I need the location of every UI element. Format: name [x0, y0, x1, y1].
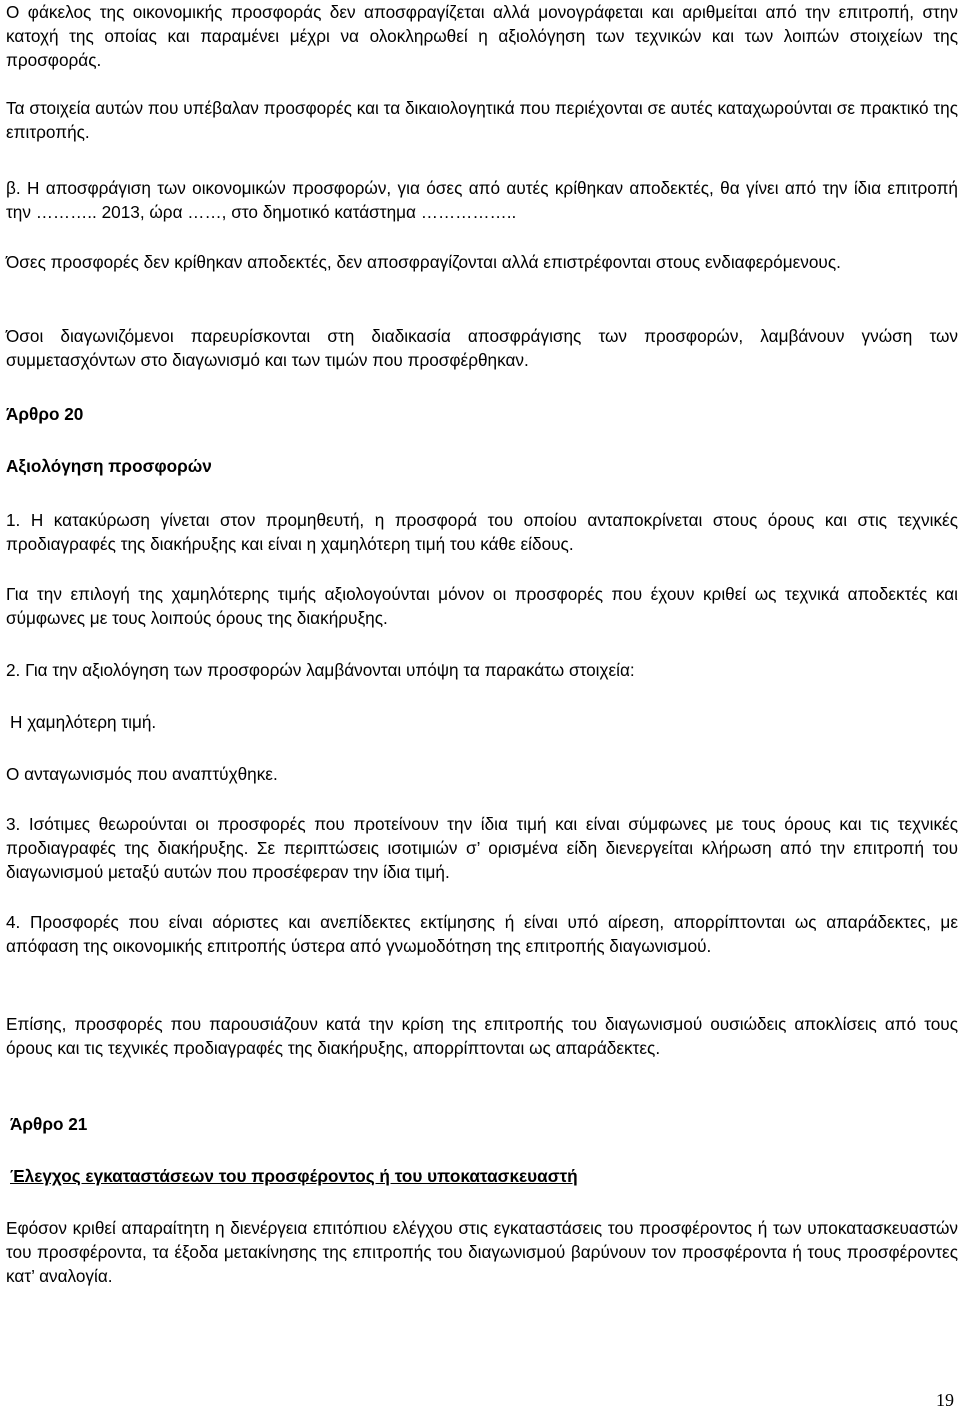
- list-item-competition: Ο ανταγωνισμός που αναπτύχθηκε.: [6, 764, 278, 784]
- paragraph-unsealing-financial-offers: β. Η αποσφράγιση των οικονομικών προσφορών, για όσες από αυτές κρίθηκαν αποδεκτές, θα γίνει από την ίδια επιτροπή την ……….. 2013, ώρα ……, στο δημοτικό κατάστημα ……………..: [6, 178, 958, 222]
- paragraph-deviating-offers-rejected: Επίσης, προσφορές που παρουσιάζουν κατά την κρίση της επιτροπής του διαγωνισμού ουσιώδεις αποκλίσεις από τους όρους και τις τεχνικές προδιαγραφές της διακήρυξης, απορρίπτονται ως απαράδεκτες.: [6, 1014, 958, 1058]
- paragraph-lowest-price-selection: Για την επιλογή της χαμηλότερης τιμής αξιολογούνται μόνον οι προσφορές που έχουν κριθεί ως τεχνικά αποδεκτές και σύμφωνες με τους λοιπούς όρους της διακήρυξης.: [6, 584, 958, 628]
- paragraph-evaluation-factors: 2. Για την αξιολόγηση των προσφορών λαμβάνονται υπόψη τα παρακάτω στοιχεία:: [6, 660, 635, 680]
- paragraph-rejected-offers-returned: Όσες προσφορές δεν κρίθηκαν αποδεκτές, δεν αποσφραγίζονται αλλά επιστρέφονται στους ενδιαφερόμενους.: [6, 252, 841, 272]
- heading-article-20: Άρθρο 20: [6, 404, 84, 424]
- paragraph-equivalent-offers: 3. Ισότιμες θεωρούνται οι προσφορές που προτείνουν την ίδια τιμή και είναι σύμφωνες με τους όρους και τις τεχνικές προδιαγραφές της διακήρυξης. Σε περιπτώσεις ισοτιμιών σ’ ορισμένα είδη διενεργείται κλήρωση από την επιτροπή του διαγωνισμού μεταξύ αυτών που προσέφεραν την ίδια τιμή.: [6, 814, 958, 882]
- paragraph-financial-offer-envelope: Ο φάκελος της οικονομικής προσφοράς δεν αποσφραγίζεται αλλά μονογράφεται και αριθμείται από την επιτροπή, στην κατοχή της οποίας και παραμένει μέχρι να ολοκληρωθεί η αξιολόγηση των τεχνικών και των λοιπών στοιχείων της προσφοράς.: [6, 2, 958, 70]
- heading-article-21: Άρθρο 21: [10, 1114, 88, 1134]
- list-item-lowest-price: Η χαμηλότερη τιμή.: [10, 712, 157, 732]
- heading-article-20-title: Αξιολόγηση προσφορών: [6, 456, 212, 476]
- heading-article-21-title: Έλεγχος εγκαταστάσεων του προσφέροντος ή του υποκατασκευαστή: [10, 1166, 578, 1186]
- paragraph-facility-inspection: Εφόσον κριθεί απαραίτητη η διενέργεια επιτόπιου ελέγχου στις εγκαταστάσεις του προσφέροντος ή των υποκατασκευαστών του προσφέροντα, τα έξοδα μετακίνησης της επιτροπής του διαγωνισμού βαρύνουν τον προσφέροντα ή τους προσφέροντες κατ’ αναλογία.: [6, 1218, 958, 1286]
- paragraph-offer-records: Τα στοιχεία αυτών που υπέβαλαν προσφορές και τα δικαιολογητικά που περιέχονται σε αυτές καταχωρούνται σε πρακτικό της επιτροπής.: [6, 98, 958, 142]
- paragraph-award-criteria: 1. Η κατακύρωση γίνεται στον προμηθευτή, η προσφορά του οποίου ανταποκρίνεται στους όρους και στις τεχνικές προδιαγραφές της διακήρυξης και είναι η χαμηλότερη τιμή του κάθε είδους.: [6, 510, 958, 554]
- paragraph-bidders-present: Όσοι διαγωνιζόμενοι παρευρίσκονται στη διαδικασία αποσφράγισης των προσφορών, λαμβάνουν γνώση των συμμετασχόντων στο διαγωνισμό και των τιμών που προσφέρθηκαν.: [6, 326, 958, 370]
- page-number: 19: [936, 1390, 954, 1410]
- paragraph-vague-offers-rejected: 4. Προσφορές που είναι αόριστες και ανεπίδεκτες εκτίμησης ή είναι υπό αίρεση, απορρίπτονται ως απαράδεκτες, με απόφαση της οικονομικής επιτροπής ύστερα από γνωμοδότηση της επιτροπής διαγωνισμού.: [6, 912, 958, 956]
